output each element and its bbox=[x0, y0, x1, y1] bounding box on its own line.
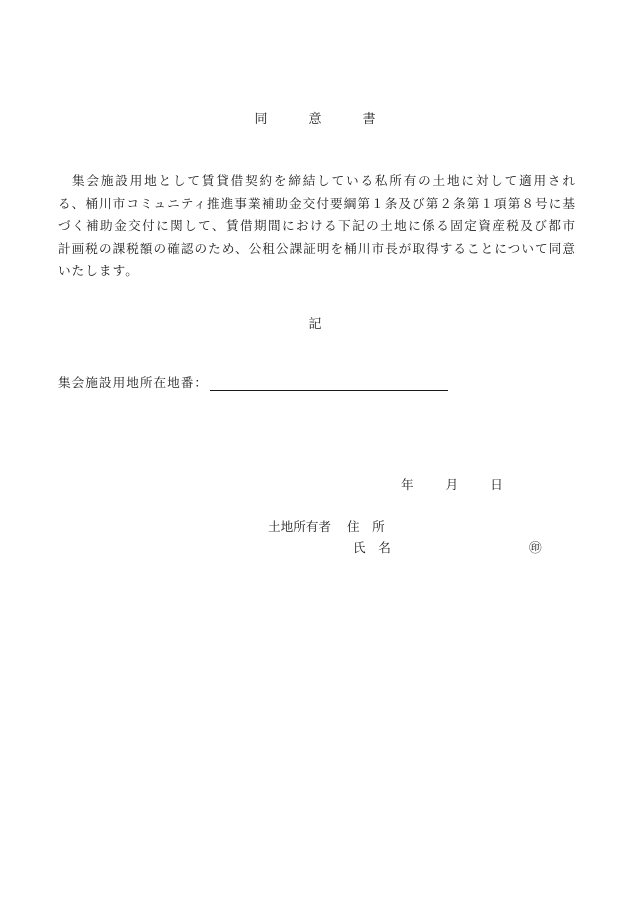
seal-mark-icon: ㊞ bbox=[529, 540, 542, 555]
date-row bbox=[401, 474, 503, 493]
date-month-label: 月 bbox=[445, 477, 459, 492]
address-label: 住 所 bbox=[346, 519, 385, 534]
lot-number-label: 集会施設用地所在地番： bbox=[58, 375, 209, 390]
date-year-label: 年 bbox=[401, 477, 414, 492]
lot-number-row bbox=[58, 372, 448, 391]
owner-label: 土地所有者 bbox=[268, 519, 331, 534]
lot-number-blank-line[interactable] bbox=[210, 374, 448, 391]
date-day-label: 日 bbox=[490, 477, 503, 492]
ki-heading: 記 bbox=[308, 317, 322, 332]
name-label: 氏 名 bbox=[353, 540, 391, 555]
owner-address-row bbox=[268, 516, 385, 535]
document-title: 同 意 書 bbox=[254, 112, 390, 127]
consent-body-text: 集会施設用地として賃貸借契約を締結している私所有の土地に対して適用される、桶川市コミュニティ推進事業補助金交付要綱第１条及び第２条第１項第８号に基づく補助金交付に関して、賃借期間における下記の土地に係る固定資産税及び都市計画税の課税額の確認のため、公租公課証明を桶川市長が取得することについて同意いたします。 bbox=[58, 173, 576, 278]
owner-name-row bbox=[353, 537, 553, 556]
